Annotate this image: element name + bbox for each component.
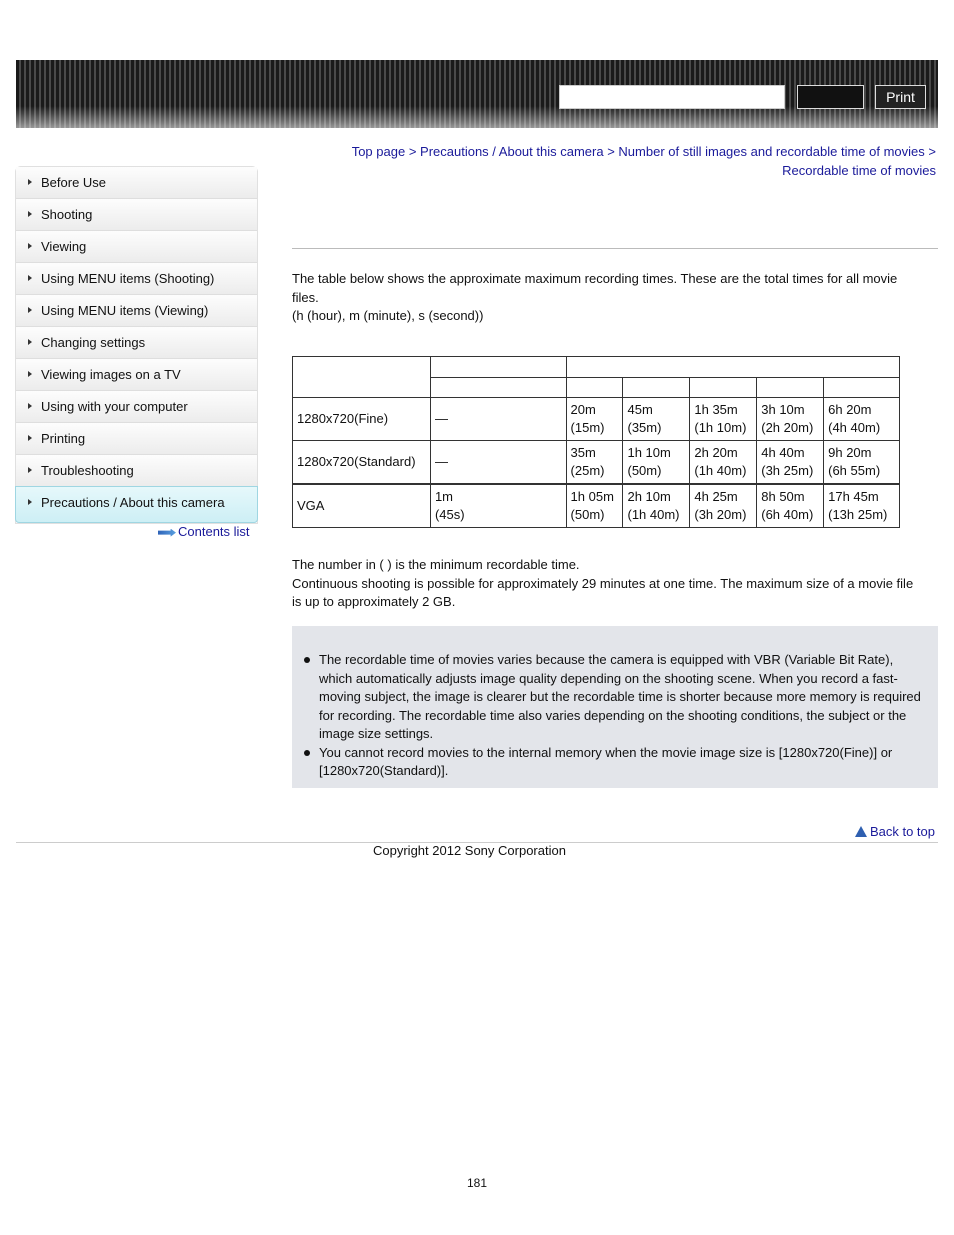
intro-text [292, 270, 912, 326]
breadcrumb-separator: > [408, 144, 417, 159]
time-cell [623, 441, 690, 485]
time-cell [566, 398, 623, 441]
size-cell: 1280x720(Standard) [293, 441, 431, 485]
notes-box [292, 626, 938, 788]
time-cell [824, 484, 900, 528]
arrow-right-icon [28, 275, 32, 281]
sidebar-item-computer[interactable] [16, 391, 257, 423]
time-value: 6h 20m [828, 402, 872, 417]
min-time-value: (2h 20m) [761, 420, 814, 435]
min-time-value: (6h 55m) [828, 463, 881, 478]
sidebar-item-label: Shooting [41, 207, 93, 222]
time-value: 1m [434, 489, 454, 504]
time-value: — [434, 454, 448, 469]
time-value: 3h 10m [761, 402, 805, 417]
contents-list-label: Contents list [178, 524, 250, 539]
sidebar-item-menu-viewing[interactable] [16, 295, 257, 327]
arrow-up-icon [855, 826, 867, 837]
header-cell-capacity [690, 378, 757, 398]
sidebar-nav [15, 166, 258, 524]
time-value: 20m [570, 402, 596, 417]
notes-list [302, 651, 924, 781]
min-time-value: (50m) [627, 463, 662, 478]
time-cell [623, 484, 690, 528]
time-value: 17h 45m [828, 489, 879, 504]
header-cell-capacity [623, 378, 690, 398]
header-cell-internal [430, 357, 566, 378]
time-cell [824, 398, 900, 441]
table-notes [292, 556, 922, 612]
sidebar-item-viewing-on-tv[interactable] [16, 359, 257, 391]
min-time-value: (4h 40m) [828, 420, 881, 435]
sidebar-item-label: Before Use [41, 175, 107, 190]
internal-memory-cell [430, 484, 566, 528]
sidebar-item-label: Troubleshooting [41, 463, 134, 478]
bullet-icon [304, 750, 310, 756]
arrow-right-icon [28, 371, 32, 377]
min-time-value: (15m) [570, 420, 605, 435]
time-value: 45m [627, 402, 653, 417]
breadcrumb-top-page[interactable]: Top page [351, 144, 406, 159]
time-value: 1h 35m [694, 402, 738, 417]
size-cell: 1280x720(Fine) [293, 398, 431, 441]
back-to-top-link[interactable] [855, 824, 935, 839]
note-text: You cannot record movies to the internal memory when the movie image size is [1280x720(Fine)] or [1280x720(Standard)]. [319, 744, 893, 778]
arrow-right-icon [28, 339, 32, 345]
breadcrumb-number-of-images[interactable]: Number of still images and recordable time of movies [618, 144, 925, 159]
page-number: 181 [466, 1176, 488, 1190]
sidebar-item-printing[interactable] [16, 423, 257, 455]
sidebar-item-label: Changing settings [41, 335, 146, 350]
arrow-right-icon [28, 435, 32, 441]
time-value: 9h 20m [828, 445, 872, 460]
sidebar-item-shooting[interactable] [16, 199, 257, 231]
min-time-value: (25m) [570, 463, 605, 478]
contents-list-link[interactable] [158, 524, 250, 539]
sidebar-item-label: Viewing [41, 239, 87, 254]
min-time-value: (50m) [570, 507, 605, 522]
size-cell: VGA [293, 484, 431, 528]
time-cell [824, 441, 900, 485]
sidebar-item-before-use[interactable] [16, 167, 257, 199]
arrow-right-icon [28, 467, 32, 473]
arrow-right-icon [28, 499, 32, 505]
time-value: — [434, 411, 448, 426]
sidebar-item-label: Printing [41, 431, 86, 446]
time-value: 1h 05m [570, 489, 614, 504]
time-value: 2h 10m [627, 489, 671, 504]
min-time-value: (1h 40m) [627, 507, 680, 522]
breadcrumb-separator: > [607, 144, 615, 159]
header-cell-capacity [566, 378, 623, 398]
sidebar-item-label: Using MENU items (Viewing) [41, 303, 209, 318]
header-cell-card [566, 357, 899, 378]
min-time-value: (45s) [434, 507, 465, 522]
min-time-value: (13h 25m) [828, 507, 888, 522]
min-time-value: (1h 40m) [694, 463, 747, 478]
time-cell [690, 398, 757, 441]
search-input[interactable] [559, 85, 785, 109]
header-cell-capacity [824, 378, 900, 398]
breadcrumb-separator: > [928, 144, 936, 159]
sidebar-item-menu-shooting[interactable] [16, 263, 257, 295]
header-cell-size [293, 357, 431, 398]
sidebar-item-troubleshooting[interactable] [16, 455, 257, 487]
time-value: 4h 25m [694, 489, 738, 504]
bullet-icon [304, 657, 310, 663]
internal-memory-cell [430, 398, 566, 441]
time-cell [566, 441, 623, 485]
time-cell [757, 441, 824, 485]
intro-line: The table below shows the approximate maximum recording times. These are the total times for all movie files. [292, 271, 898, 305]
arrow-right-icon [28, 211, 32, 217]
sidebar-item-viewing[interactable] [16, 231, 257, 263]
time-value: 4h 40m [761, 445, 805, 460]
time-value: 1h 10m [627, 445, 671, 460]
sidebar-item-label: Using with your computer [41, 399, 188, 414]
table-row [293, 484, 900, 528]
min-time-note: The number in ( ) is the minimum recordable time. [292, 557, 580, 572]
table-row [293, 398, 900, 441]
internal-memory-cell [430, 441, 566, 485]
copyright: Copyright 2012 Sony Corporation [373, 843, 566, 858]
arrow-right-icon [28, 307, 32, 313]
time-value: 35m [570, 445, 596, 460]
header-cell-blank [430, 378, 566, 398]
print-button[interactable]: Print [875, 85, 926, 109]
min-time-value: (35m) [627, 420, 662, 435]
recording-time-table [292, 356, 900, 528]
arrow-right-icon [28, 403, 32, 409]
continuous-shooting-note: Continuous shooting is possible for approximately 29 minutes at one time. The maximum size of a movie file is up to approximately 2 GB. [292, 575, 914, 609]
sidebar-item-label: Using MENU items (Shooting) [41, 271, 215, 286]
sidebar-item-precautions[interactable] [15, 486, 258, 523]
search-button[interactable] [797, 85, 864, 109]
units-legend: (h (hour), m (minute), s (second)) [292, 308, 484, 323]
sidebar-item-changing-settings[interactable] [16, 327, 257, 359]
time-cell [623, 398, 690, 441]
time-value: 2h 20m [694, 445, 738, 460]
breadcrumb-current-page[interactable]: Recordable time of movies [782, 163, 936, 178]
list-item [302, 744, 924, 781]
min-time-value: (6h 40m) [761, 507, 814, 522]
arrow-right-icon [158, 529, 176, 537]
time-cell [690, 484, 757, 528]
breadcrumb-precautions[interactable]: Precautions / About this camera [420, 144, 604, 159]
title-divider [292, 248, 938, 249]
min-time-value: (1h 10m) [694, 420, 747, 435]
sidebar-item-label: Precautions / About this camera [41, 495, 225, 510]
list-item [302, 651, 924, 744]
time-cell [690, 441, 757, 485]
min-time-value: (3h 25m) [761, 463, 814, 478]
arrow-right-icon [28, 179, 32, 185]
header-cell-capacity [757, 378, 824, 398]
back-to-top-label: Back to top [869, 824, 935, 839]
note-text: The recordable time of movies varies because the camera is equipped with VBR (Variable Bit Rate), which automatically adjusts image quality depending on the shooting scene. When you record a fast-moving subject, the image is clearer but the recordable time is shorter because more memory is required for recording. The recordable time also varies depending on the shooting conditions, the subject or the image size settings. [319, 652, 921, 741]
arrow-right-icon [28, 243, 32, 249]
time-cell [757, 484, 824, 528]
breadcrumb [340, 142, 936, 180]
table-row [293, 441, 900, 485]
time-cell [566, 484, 623, 528]
sidebar-item-label: Viewing images on a TV [41, 367, 181, 382]
time-cell [757, 398, 824, 441]
time-value: 8h 50m [761, 489, 805, 504]
min-time-value: (3h 20m) [694, 507, 747, 522]
